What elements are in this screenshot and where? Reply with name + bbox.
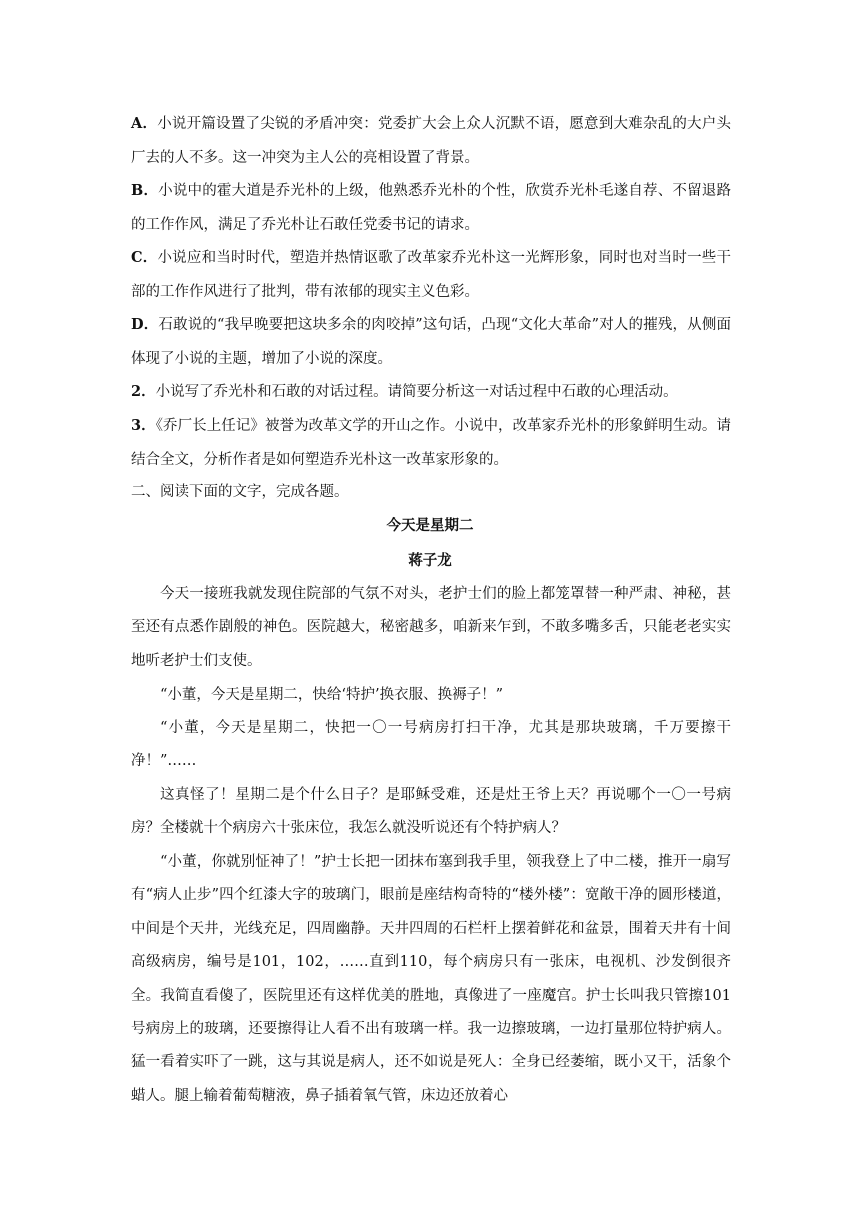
option-d-text: 石敢说的“我早晚要把这块多余的肉咬掉”这句话，凸现“文化大革命”对人的摧残，从侧面体现了小说的主题，增加了小说的深度。 [131, 317, 731, 367]
option-d [131, 308, 731, 376]
option-a-label: A． [131, 115, 158, 132]
question-2-number: 2． [131, 383, 156, 400]
option-a-text: 小说开篇设置了尖锐的矛盾冲突：党委扩大会上众人沉默不语，愿意到大难杂乱的大户头厂去的人不多。这一冲突为主人公的亮相设置了背景。 [131, 116, 731, 166]
option-b-text: 小说中的霍大道是乔光朴的上级，他熟悉乔光朴的个性，欣赏乔光朴毛遂自荐、不留退路的工作作风，满足了乔光朴让石敢任党委书记的请求。 [131, 183, 732, 233]
option-c [131, 241, 731, 309]
story-title: 今天是星期二 [386, 517, 474, 534]
story-paragraph: “小董，今天是星期二，快把一〇一号病房打扫干净，尤其是那块玻璃，千万要擦干净！”…… [131, 720, 731, 770]
question-2 [131, 375, 731, 410]
section-heading: 二、阅读下面的文字，完成各题。 [131, 484, 349, 500]
story-paragraph: 这真怪了！星期二是个什么日子？是耶稣受难，还是灶王爷上天？再说哪个一〇一号病房？全楼就十个病房六十张床位，我怎么就没听说还有个特护病人？ [131, 787, 731, 837]
option-b-label: B． [131, 182, 159, 199]
story-paragraph: 今天一接班我就发现住院部的气氛不对头，老护士们的脸上都笼罩替一种严肃、神秘，甚至还有点悉作剧般的神色。医院越大，秘密越多，咱新来乍到，不敢多嘴多舌，只能老老实实地听老护士们支使。 [131, 586, 731, 669]
question-3-number: 3． [131, 417, 156, 434]
story-paragraph: “小董，你就别怔神了！”护士长把一团抹布塞到我手里，领我登上了中二楼，推开一扇写有“病人止步”四个红漆大字的玻璃门，眼前是座结构奇特的“楼外楼”：宽敞干净的圆形楼道，中间是个天井，光线充足，四周幽静。天井四周的石栏杆上摆着鲜花和盆景，围着天井有十间高级病房，编号是101，102，……直到110，每个病房只有一张床，电视机、沙发倒很齐全。我简直看傻了，医院里还有这样优美的胜地，真像进了一座魔宫。护士长叫我只管擦101号病房上的玻璃，还要擦得让人看不出有玻璃一样。我一边擦玻璃，一边打量那位特护病人。猛一看着实吓了一跳，这与其说是病人，还不如说是死人：全身已经萎缩，既小又干，活象个蜡人。腿上输着葡萄糖液，鼻子插着氧气管，床边还放着心 [131, 854, 731, 1104]
story-author: 蒋子龙 [408, 552, 452, 569]
story-paragraph: “小董，今天是星期二，快给‘特护’换衣服、换褥子！” [160, 687, 504, 703]
option-b [131, 174, 731, 242]
option-a [131, 107, 731, 175]
option-c-label: C． [131, 249, 158, 266]
question-2-text: 小说写了乔光朴和石敢的对话过程。请简要分析这一对话过程中石敢的心理活动。 [155, 384, 678, 400]
option-d-label: D． [131, 316, 159, 333]
question-3 [131, 409, 731, 477]
option-c-text: 小说应和当时时代，塑造并热情讴歌了改革家乔光朴这一光辉形象，同时也对当时一些干部的工作作风进行了批判，带有浓郁的现实主义色彩。 [131, 250, 731, 300]
question-3-text: 《乔厂长上任记》被誉为改革文学的开山之作。小说中，改革家乔光朴的形象鲜明生动。请结合全文，分析作者是如何塑造乔光朴这一改革家形象的。 [131, 418, 731, 468]
